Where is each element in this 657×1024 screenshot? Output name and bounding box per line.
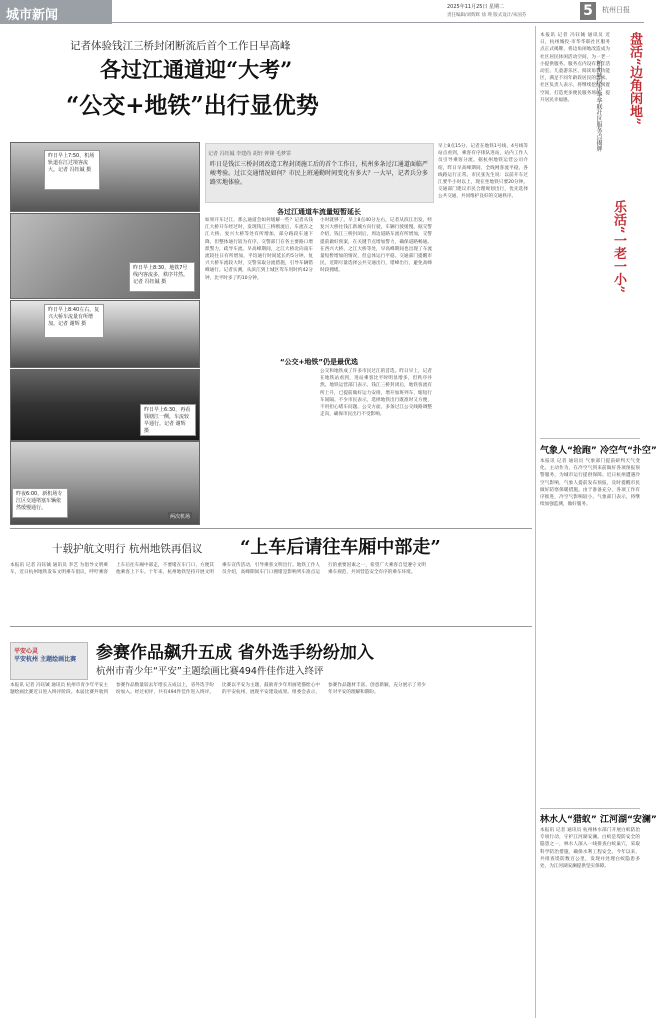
a1-column-1: 如果开车过江，那么通道会如何缓解一些？记者从钱江大桥开车经过时，发现钱江三桥断流后，车流在之江大桥、复兴大桥等处有所增加，部分路段车速下降，但整体通行较为有序。交警部门在各主要路口增派警力，疏导车流。早高峰期间，之江大桥北向南车流较往日有所增加，平均通行时间延长约5分钟。复兴大桥车流较大时，交警采取分流措施，引导车辆错峰通行。记者实测，从滨江到上城区驾车用时约42分钟，比平时多了约10分钟。 [205, 218, 313, 281]
a2-body: 本报讯 记者 冯钰铖 通讯员 李艺 为倡导文明乘车，近日杭州地铁发布文明乘车倡议，呼吁乘客上车后往车厢中部走，不要堵在车门口，方便其他乘客上下车。十年来，杭州地铁坚持开展文明乘车宣传活动，引导乘客文明出行。地铁工作人员介绍，高峰期间车门口拥堵是影响列车准点运行的重要因素之一，希望广大乘客自觉遵守文明乘车规范，共同营造安全有序的乘车环境。 [10, 563, 426, 576]
paper-logo: 杭州日报 [602, 6, 630, 14]
reporter-byline: 记者 冯钰铖 李建尚 胡轩 钟锋 毛梦霏 [208, 151, 291, 157]
photo-caption-4: 昨日早上6:30，再看钱塘江一侧，车流较早通行。记者 谢辉 摄 [140, 404, 196, 436]
sidebar-a-title-2: 乐活“一老一小” [611, 200, 626, 293]
photo-caption-3: 昨日早上8:40左右，复兴大桥车流量有所增加。记者 谢辉 摄 [44, 304, 104, 338]
article1-title-line1: 各过江通道迎“大考” [100, 57, 293, 82]
a1-column-3: 公交和地铁成了许多市民过江的首选。昨日早上，记者在地铁站看到，进站乘客比平时明显增多，但秩序井然。地铁运营部门表示，钱江三桥封闭后，地铁客流有所上升，已提前做好运力安排，增开加班列车，缩短行车间隔。不少市民表示，选择地铁出行既准时又方便，不用担心堵车问题。公交方面，多条过江公交线路调整走向，确保市民出行不受影响。 [320, 369, 432, 418]
sidebar-a-subtitle: 杭州城投·市华华联社区服务点揭牌 [595, 60, 602, 152]
photo-caption-6: 两次机场 [170, 514, 191, 520]
page-header [0, 0, 644, 24]
contest-logo-main: 平安杭州 主题绘画比赛 [14, 656, 77, 663]
issue-date: 2025年11月25日 星期二 [447, 4, 505, 10]
a1-column-2: 小时就够了。早上8点40分左右，记者从滨江出发，经复兴大桥往钱江新城方向行驶，车辆行驶缓慢。据交警介绍，钱江三桥封闭后，周边道路车流有所增加，交警提前做好预案，在关键节点增加警力，确保道路畅通。在西兴大桥、之江大桥等处，早高峰期间也出现了车流量短暂增加的情况，但总体运行平稳。交通部门提醒市民，近期尽量选择公共交通出行，错峰出行，避免高峰时段拥堵。 [320, 218, 432, 274]
article1-kicker: 记者体验钱江三桥封闭断流后首个工作日早高峰 [70, 40, 291, 52]
article2-title: “上车后请往车厢中部走” [240, 537, 441, 558]
article1-title-line2: “公交+地铁”出行显优势 [66, 92, 319, 119]
section-label: 城市新闻 [6, 8, 59, 23]
article3-subtitle: 杭州市青少年“平安”主题绘画比赛494件佳作进入终评 [96, 666, 324, 677]
editor-credits: 责任编辑/刘辉辉 徐 瑛 版式设计/朱国芬 [447, 13, 527, 18]
photo-bridge-traffic [10, 300, 200, 368]
a3-body: 本报讯 记者 冯钰铖 通讯员 杭州市青少年平安主题绘画比赛近日进入终评阶段。本届比赛共收到参赛作品数量较去年增长五成以上，省外选手纷纷加入。经过初评，共有494件佳作进入终评。比赛以平安为主题，鼓励青少年用画笔描绘心中的平安杭州，展现平安建设成果。组委会表示，参赛作品题材丰富、创意新颖，充分展示了青少年对平安的理解和期盼。 [10, 683, 426, 696]
sidebar-c-title: 林水人“猎蚁” 江河湖“安澜” [540, 815, 657, 825]
page-number: 5 [580, 2, 596, 20]
contest-logo-top: 平安心灵 [14, 648, 39, 655]
sidebar-b-title: 气象人“抢跑” 冷空气“扑空” [540, 446, 657, 456]
photo-metro-platform [10, 142, 200, 212]
sidebar-b-body: 本报讯 记者 通讯员 气象部门提前研判天气变化，主动作为，在冷空气到来前做好各项预报预警服务，为城市运行提供保障。近日杭州遭遇冷空气影响，气象人提前发布预报，及时提醒市民做好防寒保暖措施。由于准备充分，各项工作有序推进，冷空气影响较小。气象部门表示，将继续加强监测，做好服务。 [540, 459, 640, 508]
photo-caption-2: 昨日早上8:30，地铁7号线内客流多，秩序井然。记者 冯钰铖 摄 [129, 262, 195, 292]
a1-column-4: 早上8点15分，记者在地铁1号线、4号线等站点看到，乘客有序排队进站，站内工作人员引导乘客分流。据杭州地铁运营公司介绍，昨日早高峰期间，全线网客流平稳，各线路运行正常。市民张先生说：以前开车过江要半小时以上，现在坐地铁只要20分钟。交通部门建议市民合理规划出行，优先选择公共交通，共同维护良好的交通秩序。 [438, 144, 528, 200]
subhead-transit: “公交+地铁”仍是最优选 [279, 358, 359, 366]
sidebar-a-body: 本报讯 记者 冯钰铖 通讯员 近日，杭州城投·市华华联社区服务点正式揭牌，将边角闲地改造成为社区居民休闲活动空间，为一老一小提供服务。服务点内设有老年活动室、儿童游乐区、阅读角等功能区，满足不同年龄段居民的需求。社区负责人表示，将继续挖掘闲置空间，打造更多便民服务场所，提升居民幸福感。 [540, 33, 610, 103]
subhead-traffic: 各过江通道车流量短暂延长 [277, 208, 361, 216]
photo-caption-1: 昨日早上7:50，机场轨道在江过境客流大。记者 冯钰铖 摄 [44, 150, 100, 190]
sidebar-c-body: 本报讯 记者 通讯员 杭州林水部门开展白蚁防治专项行动，守护江河湖安澜。白蚁是堤防安全的隐患之一，林水人深入一线排查白蚁巢穴，采取科学防治措施，确保水利工程安全。今年以来，共排查堤防数百公里，发现并处理白蚁隐患多处，为江河湖安澜提供坚实保障。 [540, 828, 640, 870]
sidebar-a-title-1: 盘活“边角闲地” [627, 32, 642, 125]
article3-title: 参赛作品飙升五成 省外选手纷纷加入 [96, 643, 374, 663]
lead-paragraph: 昨日是钱江三桥封闭改造工程封闭施工后的首个工作日，杭州多条过江通道面临严峻考验。过江交通情况如何？市民上班通勤时间变化有多大？一大早，记者兵分多路实地体验。 [210, 161, 428, 186]
article2-kicker: 十载护航文明行 杭州地铁再倡议 [52, 543, 203, 555]
photo-caption-5: 昨夜6:00，新机场专江区交通堵塞车辆依然缓慢通行。 [12, 488, 68, 518]
